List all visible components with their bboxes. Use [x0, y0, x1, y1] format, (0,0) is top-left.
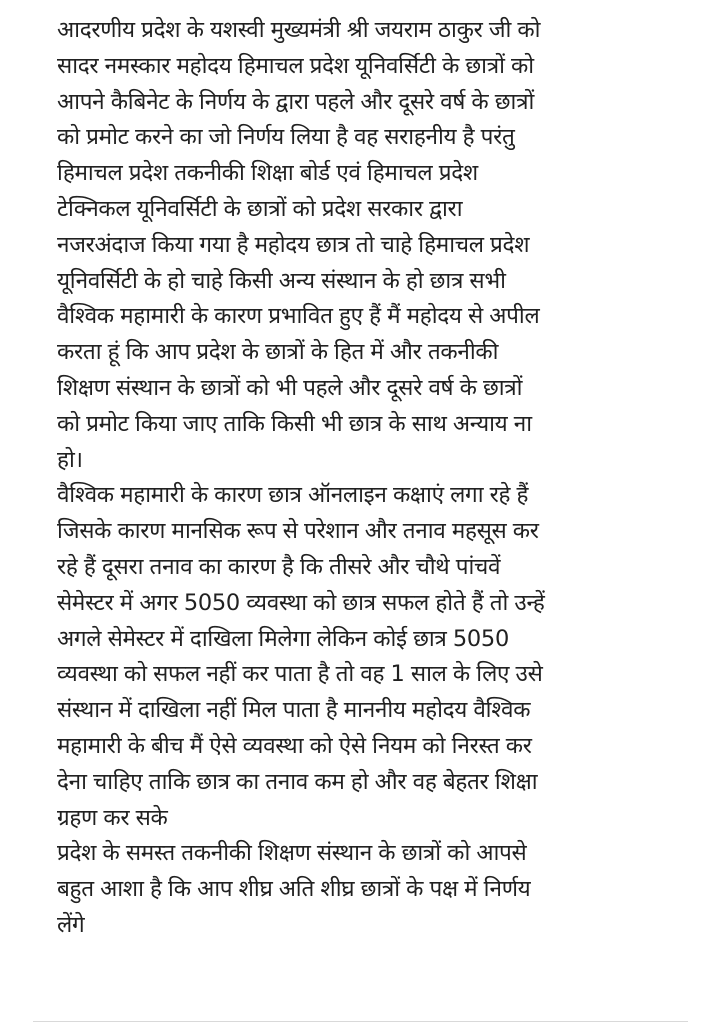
paragraph-3 [57, 836, 697, 943]
text-line: अगले सेमेस्टर में दाखिला मिलेगा लेकिन कोई छात्र 5050 [57, 625, 509, 652]
paragraph-1 [57, 13, 697, 478]
text-line: यूनिवर्सिटी के हो चाहे किसी अन्य संस्थान के हो छात्र सभी [57, 267, 506, 294]
text-line: आदरणीय प्रदेश के यशस्वी मुख्यमंत्री श्री जयराम ठाकुर जी को [57, 17, 541, 43]
text-line: बहुत आशा है कि आप शीघ्र अति शीघ्र छात्रों के पक्ष में निर्णय [57, 876, 531, 903]
post-body [57, 13, 697, 944]
text-line: टेक्निकल यूनिवर्सिटी के छात्रों को प्रदेश सरकार द्वारा [57, 195, 463, 222]
text-line: ग्रहण कर सके [57, 804, 168, 831]
text-line: आपने कैबिनेट के निर्णय के द्वारा पहले और दूसरे वर्ष के छात्रों [57, 88, 535, 115]
text-line: रहे हैं दूसरा तनाव का कारण है कि तीसरे और चौथे पांचवें [57, 553, 501, 580]
text-line: को प्रमोट किया जाए ताकि किसी भी छात्र के साथ अन्याय ना [57, 410, 532, 437]
text-line: वैश्विक महामारी के कारण छात्र ऑनलाइन कक्षाएं लगा रहे हैं [57, 482, 529, 509]
text-line: महामारी के बीच मैं ऐसे व्यवस्था को ऐसे नियम को निरस्त कर [57, 732, 532, 759]
text-line: शिक्षण संस्थान के छात्रों को भी पहले और दूसरे वर्ष के छात्रों [57, 374, 523, 401]
text-line: करता हूं कि आप प्रदेश के छात्रों के हित में और तकनीकी [57, 339, 499, 366]
bottom-divider [33, 1021, 688, 1022]
paragraph-2 [57, 478, 697, 836]
text-line: को प्रमोट करने का जो निर्णय लिया है वह सराहनीय है परंतु [57, 124, 515, 151]
text-line: देना चाहिए ताकि छात्र का तनाव कम हो और वह बेहतर शिक्षा [57, 768, 538, 795]
text-line: वैश्विक महामारी के कारण प्रभावित हुए हैं मैं महोदय से अपील [57, 303, 540, 330]
text-line: सादर नमस्कार महोदय हिमाचल प्रदेश यूनिवर्सिटी के छात्रों को [57, 52, 534, 79]
text-line: प्रदेश के समस्त तकनीकी शिक्षण संस्थान के छात्रों को आपसे [57, 840, 527, 867]
text-line: जिसके कारण मानसिक रूप से परेशान और तनाव महसूस कर [57, 518, 539, 545]
text-line: नजरअंदाज किया गया है महोदय छात्र तो चाहे हिमाचल प्रदेश [57, 231, 530, 258]
text-line: लेंगे [57, 911, 85, 938]
text-line: सेमेस्टर में अगर 5050 व्यवस्था को छात्र सफल होते हैं तो उन्हें [57, 589, 545, 616]
text-line: हिमाचल प्रदेश तकनीकी शिक्षा बोर्ड एवं हिमाचल प्रदेश [57, 160, 478, 187]
text-line: संस्थान में दाखिला नहीं मिल पाता है माननीय महोदय वैश्विक [57, 697, 531, 724]
text-line: हो। [57, 446, 83, 473]
text-line: व्यवस्था को सफल नहीं कर पाता है तो वह 1 साल के लिए उसे [57, 661, 543, 688]
